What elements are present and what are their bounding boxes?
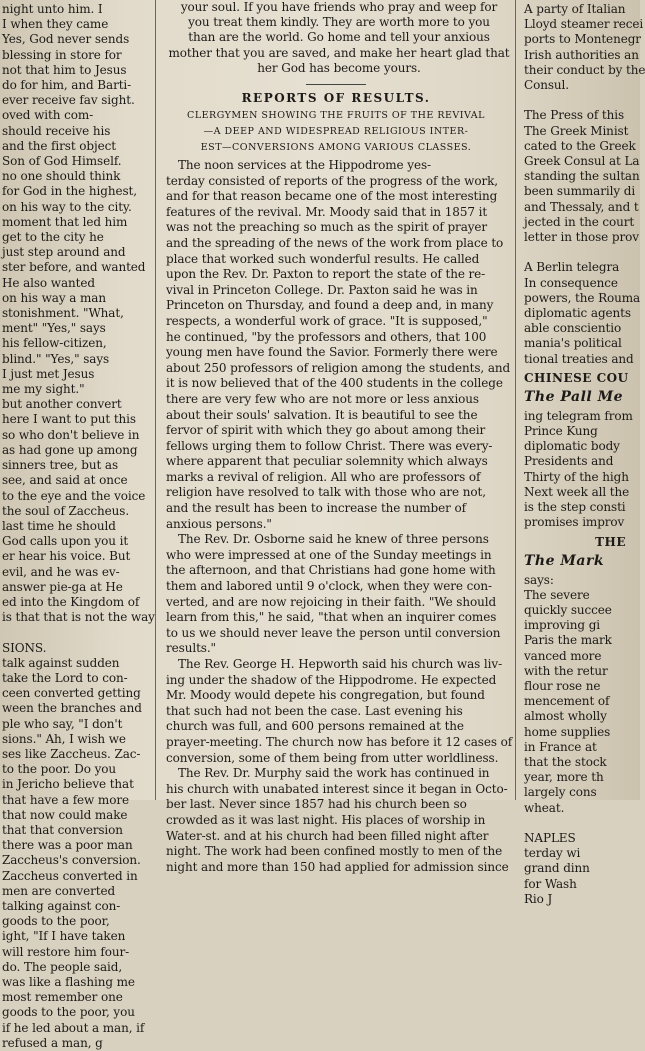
text-line: night unto him. I [2,2,103,16]
text-line: goods to the poor, [2,914,110,929]
text-line: who were impressed at one of the Sunday meetings in [166,547,492,562]
text-line: his fellow-citizen, [2,336,107,351]
text-line: is that that is not the way [2,610,155,625]
text-line: fervor of spirit with which they go about among their [166,423,486,438]
text-line: Princeton on Thursday, and found a deep and, in many [166,298,494,313]
subhead-line: —A DEEP AND WIDESPREAD RELIGIOUS INTER- [203,126,469,138]
text-line: diplomatic agents [524,306,631,321]
text-line: young men have found the Savior. Formerly there were [166,345,498,360]
text-line: on his way to the city. [2,199,132,214]
text-line: night and more than 150 had applied for admission since [166,859,509,874]
text-line: for Wash [524,876,577,891]
section-head-the: THE [595,534,626,549]
text-line [2,625,150,640]
text-line: sinners tree, but as [2,458,119,473]
text-line: Presidents and [524,454,614,469]
text-line: night. The work had been confined mostly to men of the [166,844,503,859]
text-line: features of the revival. Mr. Moody said that in 1857 it [166,204,488,219]
text-line: to us we should never leave the person until conversion [166,625,501,640]
article-headline: REPORTS OF RESULTS. [241,91,431,106]
text-line: ever receive fav sight. [2,93,135,108]
text-line: not that him to Jesus [2,62,127,77]
text-line: Rio J [524,891,553,906]
text-line: and the result has been to increase the number of [166,501,466,516]
text-line: The severe [524,587,590,602]
text-line: and the spreading of the news of the work from place to [166,235,504,250]
text-line: evil, and he was ev- [2,564,120,579]
text-line: sions." Ah, I wish we [2,731,126,746]
text-line: upon the Rev. Dr. Paxton to report the state of the re- [166,267,486,282]
text-line: religion have resolved to talk with those who are not, [166,485,486,500]
text-line: about 250 professors of religion among the students, and [166,360,511,375]
section-head-chinese: CHINESE COU [524,370,629,385]
text-line: about their souls' salvation. It is beautiful to see the [166,407,478,422]
text-line: the soul of Zaccheus. [2,503,130,518]
text-line: where apparent that peculiar solemnity which always [166,454,488,469]
text-line: grand dinn [524,861,590,876]
text-line: fellows urging them to follow Christ. There was every- [166,438,493,453]
text-line: do for him, and Barti- [2,78,132,93]
text-line: mania's political [524,336,622,351]
text-line: wheat. [524,800,565,815]
text-line: respects, a wonderful work of grace. "It is supposed," [166,313,488,328]
text-line: Zaccheus's conversion. [2,853,141,868]
text-line: Mr. Moody would depete his congregation, but found [166,688,485,703]
article-subhead [160,109,512,154]
text-line: ses like Zaccheus. Zac- [2,746,141,761]
text-line: and for that reason became one of the most interesting [166,189,498,204]
text-line: Thirty of the high [524,469,629,484]
text-line: no one should think [2,169,121,184]
text-line: almost wholly [524,709,607,724]
text-line: refused a man, g [2,1035,103,1050]
text-line: The Greek Minist [524,123,629,138]
right-column-text-bottom [520,571,640,907]
text-line: is the step consti [524,500,626,515]
text-line: to the poor. Do you [2,762,116,777]
text-line: mencement of [524,694,610,709]
text-line: as had gone up among [2,442,138,457]
text-line: conversion, some of them being from utter worldliness. [166,750,499,765]
text-line: them and labored until 9 o'clock, when they were con- [166,579,492,594]
text-line: goods to the poor, you [2,1005,135,1020]
text-line: In consequence [524,275,618,290]
text-line: ple who say, "I don't [2,716,123,731]
text-line: their conduct by the [524,62,645,77]
text-line: on his way a man [2,290,106,305]
right-column-text-top [520,0,645,367]
text-line: The Press of this [524,108,625,123]
text-line: The Rev. Dr. Murphy said the work has continued in [178,766,490,781]
text-line: er hear his voice. But [2,549,131,564]
text-line: The noon services at the Hippodrome yes- [178,158,431,173]
text-line: NAPLES [524,830,576,845]
text-line: A party of Italian [524,2,626,16]
text-line: the afternoon, and that Christians had gone home with [166,563,496,578]
text-line: talk against sudden [2,655,120,670]
text-line: his church with unabated interest since it began in Octo- [166,781,508,796]
text-line: you treat them kindly. They are worth more to you [188,15,490,30]
right-column-text-mid [520,407,640,531]
text-line: oved with com- [2,108,94,123]
text-line: men are converted [2,883,116,898]
text-line: that that conversion [2,822,123,837]
left-column [0,0,155,1050]
article-tail-text [160,0,512,76]
text-line: your soul. If you have friends who pray and weep for [180,0,498,14]
text-line: there was a poor man [2,838,133,853]
subhead-line: EST—CONVERSIONS AMONG VARIOUS CLASSES. [200,142,472,154]
text-line: see, and said at once [2,473,128,488]
text-line: Next week all the [524,484,630,499]
text-line: letter in those prov [524,230,639,245]
text-line: ster before, and wanted [2,260,146,275]
text-line: and the first object [2,138,116,153]
text-line: than are the world. Go home and tell your anxious [188,30,490,45]
text-line: place that worked such wonderful results. He called [166,251,480,266]
text-line: most remember one [2,990,123,1005]
text-line: ment" "Yes," says [2,321,106,336]
text-line: terday consisted of reports of the progress of the work, [166,173,499,188]
text-line: improving gi [524,618,601,633]
text-line: Irish authorities an [524,47,639,62]
text-line: ing telegram from [524,408,633,423]
text-line: powers, the Rouma [524,290,641,305]
text-line: for God in the highest, [2,184,137,199]
text-line: vanced more [524,648,602,663]
text-line: year, more th [524,770,604,785]
text-line: Lloyd steamer recei [524,17,644,32]
text-line: home supplies [524,724,611,739]
text-line: that now could make [2,807,128,822]
text-line [524,816,640,831]
text-line: cated to the Greek [524,138,636,153]
text-line: if he led about a man, if [2,1020,145,1035]
text-line: prayer-meeting. The church now has before it 12 cases of [166,734,513,749]
text-line: do. The people said, [2,959,123,974]
text-line: and Thessaly, and t [524,199,639,214]
text-line: Greek Consul at La [524,154,640,169]
text-line: quickly succee [524,602,612,617]
text-line: there are very few who are not more or less anxious [166,391,479,406]
text-line: mother that you are saved, and make her heart glad that [168,45,510,60]
subhead-line: CLERGYMEN SHOWING THE FRUITS OF THE REVIVAL [187,110,485,122]
text-line: church was full, and 600 persons remained at the [166,719,464,734]
text-line: just step around and [2,245,126,260]
text-line: ports to Montenegr [524,32,641,47]
text-line: blind." "Yes," says [2,351,110,366]
article-body [160,154,512,875]
column-rule-left [155,0,156,800]
text-line: tional treaties and [524,351,634,366]
text-line: but another convert [2,397,122,412]
text-line: her God has become yours. [257,60,421,75]
text-line: last time he should [2,518,116,533]
text-line: blessing in store for [2,47,122,62]
text-line: standing the sultan [524,169,640,184]
text-line: that have a few more [2,792,129,807]
text-line: in France at [524,739,597,754]
text-line: The Rev. Dr. Osborne said he knew of three persons [178,532,489,547]
text-line: marks a revival of religion. All who are professors of [166,469,481,484]
text-line: answer pie-ga at He [2,579,123,594]
text-line: diplomatic body [524,439,620,454]
column-rule-right [515,0,516,800]
text-line: SIONS. [2,640,47,655]
text-line: he continued, "by the professors and others, that 100 [166,329,487,344]
text-line: ber last. Never since 1857 had his church been so [166,797,467,812]
text-line: so who don't believe in [2,427,140,442]
text-line: ight, "If I have taken [2,929,126,944]
text-line: says: [524,572,554,587]
text-line: me my sight." [2,382,85,397]
text-line: promises improv [524,515,625,530]
text-line: been summarily di [524,184,636,199]
text-line: ceen converted getting [2,686,141,701]
text-line: will restore him four- [2,944,130,959]
text-line: Paris the mark [524,633,612,648]
text-line: ween the branches and [2,701,142,716]
text-line: in Jericho believe that [2,777,134,792]
text-line: Yes, God never sends [2,32,130,47]
text-line: largely cons [524,785,597,800]
text-line: flour rose ne [524,678,601,693]
text-line: able conscientio [524,321,622,336]
text-line: ed into the Kingdom of [2,594,140,609]
text-line: A Berlin telegra [524,260,620,275]
text-line: crowded as it was last night. His places of worship in [166,812,486,827]
text-line: vival in Princeton College. Dr. Paxton said he was in [166,282,478,297]
text-line: it is now believed that of the 400 students in the college [166,376,503,391]
text-line: I just met Jesus [2,366,95,381]
text-line: The Rev. George H. Hepworth said his church was liv- [178,657,503,672]
text-line [524,93,640,108]
text-line: jected in the court [524,214,635,229]
italic-head-mark: The Mark [524,552,605,569]
text-line: Prince Kung [524,424,598,439]
text-line: results." [166,641,216,656]
article-divider [306,84,366,85]
text-line: terday wi [524,846,581,861]
text-line: moment that led him [2,214,128,229]
text-line: I when they came [2,17,109,32]
text-line: Zaccheus converted in [2,868,138,883]
text-line: talking against con- [2,898,121,913]
text-line: take the Lord to con- [2,670,128,685]
text-line: get to the city he [2,230,104,245]
text-line: stonishment. "What, [2,306,124,321]
text-line: verted, and are now rejoicing in their faith. "We should [166,594,497,609]
text-line: with the retur [524,663,608,678]
text-line: that the stock [524,754,607,769]
middle-column [160,0,513,874]
text-line: was not the preaching so much as the spirit of prayer [166,220,488,235]
text-line: anxious persons." [166,516,272,531]
text-line: Consul. [524,78,569,93]
text-line [524,245,640,260]
left-column-text [0,0,155,1051]
text-line: that such had not been the case. Last evening his [166,703,463,718]
text-line: Son of God Himself. [2,154,122,169]
text-line: to the eye and the voice [2,488,146,503]
text-line: ing under the shadow of the Hippodrome. He expected [166,672,497,687]
text-line: He also wanted [2,275,95,290]
text-line: should receive his [2,123,111,138]
right-column [520,0,645,906]
text-line: here I want to put this [2,412,136,427]
text-line: was like a flashing me [2,975,135,989]
text-line: learn from this," he said, "that when an inquirer comes [166,610,497,625]
text-line: Water-st. and at his church had been filled night after [166,828,489,843]
italic-head-pall-mall: The Pall Me [524,388,624,405]
text-line: God calls upon you it [2,534,129,549]
